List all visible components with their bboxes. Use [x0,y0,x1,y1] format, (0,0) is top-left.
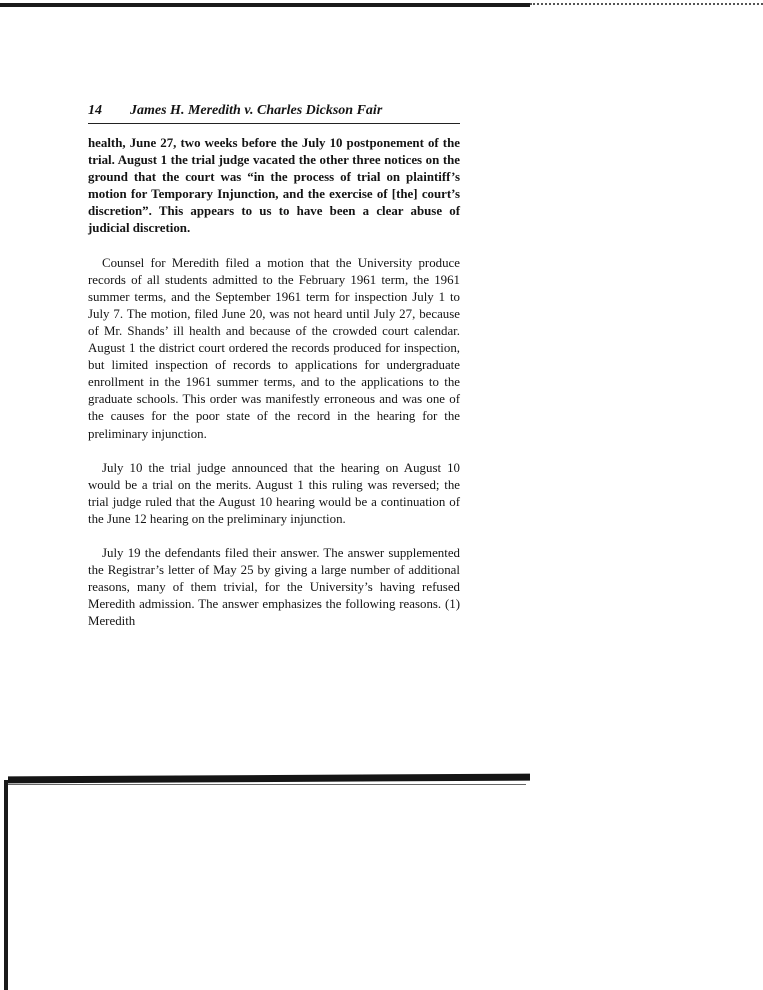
paragraph-hearing-ruling: July 10 the trial judge announced that the hearing on August 10 would be a trial on the merits. August 1 this ruling was reversed; the trial judge ruled that the August 10 hearing would be a continuation of the June 12 hearing on the preliminary injunction. [88,460,460,526]
body-text [88,135,460,630]
paragraph-defendants-answer: July 19 the defendants filed their answer. The answer supplemented the Registrar’s letter of May 25 by giving a large number of additional reasons, many of them trivial, for the University’s having refused Meredith admission. The answer emphasizes the following reasons. (1) Meredith [88,545,460,629]
paragraph-continuation: health, June 27, two weeks before the July 10 postponement of the trial. August 1 the trial judge vacated the other three notices on the ground that the court was “in the process of trial on plaintiff’s motion for Temporary Injunction, and the exercise of [the] court’s discretion”. This appears to us to have been a clear abuse of judicial discretion. [88,136,460,236]
page-header [88,103,460,124]
page-number: 14 [88,103,102,118]
scan-border-top-dotted [530,3,763,5]
scan-border-bottom [8,774,530,784]
running-title: James H. Meredith v. Charles Dickson Fair [130,103,383,118]
scan-border-bottom-thin [8,784,526,785]
scan-border-left [4,780,8,990]
scan-border-top [0,3,530,7]
paragraph-records-motion: Counsel for Meredith filed a motion that the University produce records of all students admitted to the February 1961 term, the 1961 summer terms, and the September 1961 term for inspection July 1 to July 7. The motion, filed June 20, was not heard until July 27, because of Mr. Shands’ ill health and because of the crowded court calendar. August 1 the district court ordered the records produced for inspection, but limited inspection of records to applications for undergraduate enrollment in the 1961 summer terms, and to the applications to the graduate schools. This order was manifestly erroneous and was one of the causes for the poor state of the record in the hearing for the preliminary injunction. [88,255,460,441]
